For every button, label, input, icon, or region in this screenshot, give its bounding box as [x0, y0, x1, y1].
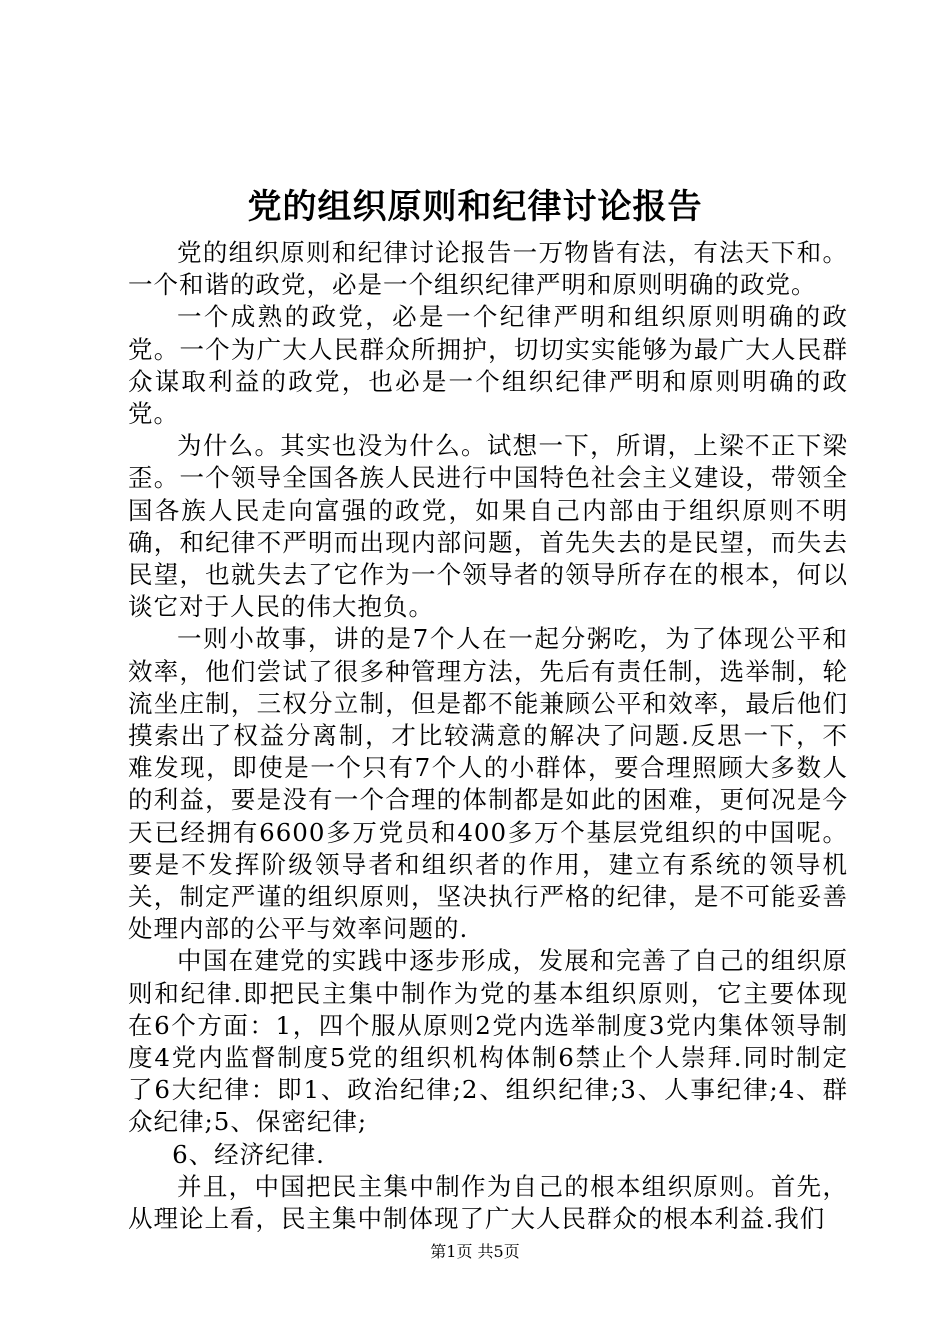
paragraph: 6、经济纪律. [172, 1139, 325, 1169]
paragraph: 党的组织原则和纪律讨论报告一万物皆有法，有法天下和。一个和谐的政党，必是一个组织纪律严明和原则明确的政党。 [128, 238, 848, 300]
paragraph: 一个成熟的政党，必是一个纪律严明和组织原则明确的政党。一个为广大人民群众所拥护，切切实实能够为最广大人民群众谋取利益的政党，也必是一个组织纪律严明和原则明确的政党。 [128, 302, 848, 429]
paragraph: 中国在建党的实践中逐步形成，发展和完善了自己的组织原则和纪律.即把民主集中制作为党的基本组织原则，它主要体现在6个方面：1，四个服从原则2党内选举制度3党内集体领导制度4党内监督制度5党的组织机构体制6禁止个人崇拜.同时制定了6大纪律：即1、政治纪律;2、组织纪律;3、人事纪律;4、群众纪律;5、保密纪律; [128, 946, 848, 1137]
paragraph: 一则小故事，讲的是7个人在一起分粥吃，为了体现公平和效率，他们尝试了很多种管理方法，先后有责任制，选举制，轮流坐庄制，三权分立制，但是都不能兼顾公平和效率，最后他们摸索出了权益分离制，才比较满意的解决了问题.反思一下，不难发现，即使是一个只有7个人的小群体，要合理照顾大多数人的利益，要是没有一个合理的体制都是如此的困难，更何况是今天已经拥有6600多万党员和400多万个基层党组织的中国呢。要是不发挥阶级领导者和组织者的作用，建立有系统的领导机关，制定严谨的组织原则，坚决执行严格的纪律，是不可能妥善处理内部的公平与效率问题的. [128, 624, 848, 944]
document-body [128, 237, 848, 1235]
document-title: 党的组织原则和纪律讨论报告 [247, 187, 703, 227]
paragraph: 为什么。其实也没为什么。试想一下，所谓，上梁不正下梁歪。一个领导全国各族人民进行中国特色社会主义建设，带领全国各族人民走向富强的政党，如果自己内部由于组织原则不明确，和纪律不严明而出现内部问题，首先失去的是民望，而失去民望，也就失去了它作为一个领导者的领导所存在的根本，何以谈它对于人民的伟大抱负。 [128, 431, 848, 622]
paragraph: 并且，中国把民主集中制作为自己的根本组织原则。首先，从理论上看，民主集中制体现了广大人民群众的根本利益.我们 [128, 1171, 848, 1234]
page-footer: 第1页 共5页 [430, 1242, 520, 1261]
